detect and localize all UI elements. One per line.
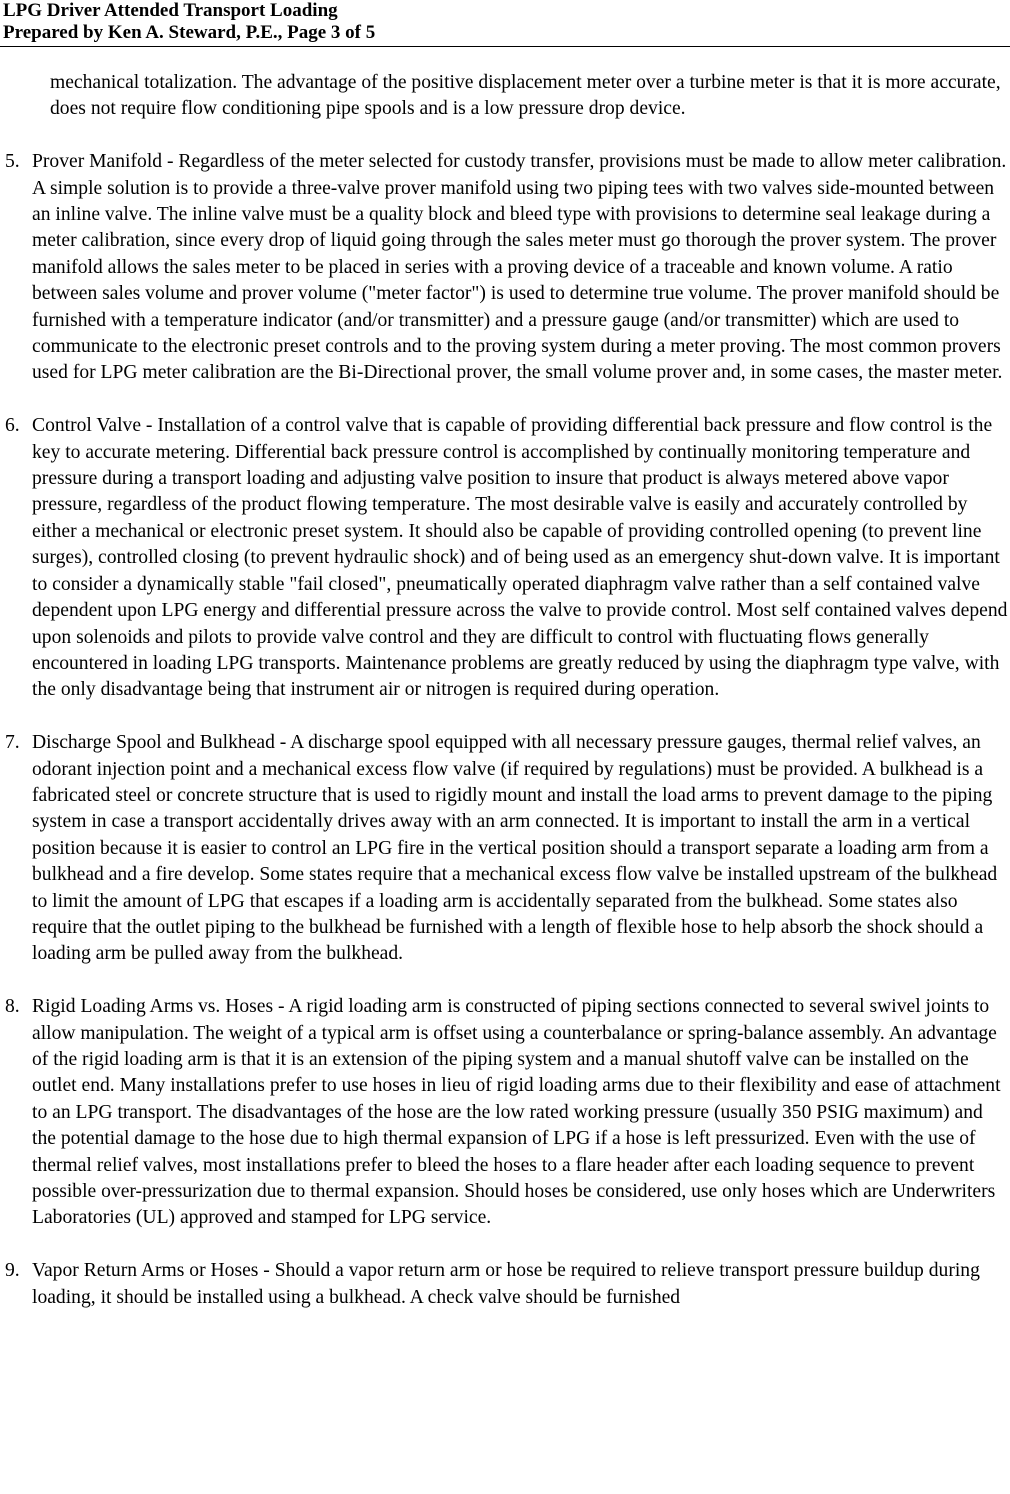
list-item	[0, 1258, 1008, 1311]
item-number: 9.	[5, 1260, 20, 1282]
header-title: LPG Driver Attended Transport Loading	[3, 0, 338, 21]
item-text: Rigid Loading Arms vs. Hoses - A rigid loading arm is constructed of piping sections connected to several swivel joints to allow manipulation. The weight of a typical arm is offset using a counterbalance or spring-balance assembly. An advantage of the rigid loading arm is that it is an extension of the piping system and a manual shutoff valve can be installed on the outlet end. Many installations prefer to use hoses in lieu of rigid loading arms due to their flexibility and ease of attachment to an LPG transport. The disadvantages of the hose are the low rated working pressure (usually 350 PSIG maximum) and the potential damage to the hose due to high thermal expansion of LPG if a hose is left pressurized. Even with the use of thermal relief valves, most installations prefer to bleed the hoses to a flare header after each loading sequence to prevent possible over-pressurization due to thermal expansion. Should hoses be considered, use only hoses which are Underwriters Laboratories (UL) approved and stamped for LPG service.	[32, 996, 1001, 1229]
item-text: Prover Manifold - Regardless of the meter selected for custody transfer, provisions must be made to allow meter calibration. A simple solution is to provide a three-valve prover manifold using two piping tees with two valves side-mounted between an inline valve. The inline valve must be a quality block and bleed type with provisions to determine seal leakage during a meter calibration, since every drop of liquid going through the sales meter must go thorough the prover system. The prover manifold allows the sales meter to be placed in series with a proving device of a traceable and known volume. A ratio between sales volume and prover volume ("meter factor") is used to determine true volume. The prover manifold should be furnished with a temperature indicator (and/or transmitter) and a pressure gauge (and/or transmitter) which are used to communicate to the electronic preset controls and to the proving system during a meter proving. The most common provers used for LPG meter calibration are the Bi-Directional prover, the small volume prover and, in some cases, the master meter.	[32, 151, 1007, 384]
item-text: Control Valve - Installation of a control valve that is capable of providing differential back pressure and flow control is the key to accurate metering. Differential back pressure control is accomplished by continually monitoring temperature and pressure during a transport loading and adjusting valve position to insure that product is always metered above vapor pressure, regardless of the product flowing temperature. The most desirable valve is easily and accurately controlled by either a mechanical or electronic preset system. It should also be capable of providing controlled opening (to prevent line surges), controlled closing (to prevent hydraulic shock) and of being used as an emergency shut-down valve. It is important to consider a dynamically stable "fail closed", pneumatically operated diaphragm valve rather than a self contained valve dependent upon LPG energy and differential pressure across the valve to provide control. Most self contained valves depend upon solenoids and pilots to provide valve control and they are difficult to control with fluctuating flows generally encountered in loading LPG transports. Maintenance problems are greatly reduced by using the diaphragm type valve, with the only disadvantage being that instrument air or nitrogen is required during operation.	[32, 415, 1008, 701]
list-item	[0, 149, 1008, 387]
header-divider	[0, 46, 1010, 47]
item-text: Vapor Return Arms or Hoses - Should a vapor return arm or hose be required to relieve transport pressure buildup during loading, it should be installed using a bulkhead. A check valve should be furnished	[32, 1260, 980, 1308]
page-header	[3, 0, 1007, 44]
item-text: Discharge Spool and Bulkhead - A discharge spool equipped with all necessary pressure gauges, thermal relief valves, an odorant injection point and a mechanical excess flow valve (if required by regulations) must be provided. A bulkhead is a fabricated steel or concrete structure that is used to rigidly mount and install the load arms to prevent damage to the piping system in case a transport accidentally drives away with an arm connected. It is important to install the arm in a vertical position because it is easier to control an LPG fire in the vertical position should a transport separate a loading arm from a bulkhead and a fire develop. Some states require that a mechanical excess flow valve be installed upstream of the bulkhead to limit the amount of LPG that escapes if a loading arm is accidentally separated from the bulkhead. Some states also require that the outlet piping to the bulkhead be furnished with a length of flexible hose to help absorb the shock should a loading arm be pulled away from the bulkhead.	[32, 732, 998, 965]
item-number: 5.	[5, 151, 20, 173]
list-item	[0, 730, 1008, 968]
list-item	[0, 413, 1008, 703]
document-body	[0, 70, 1010, 1311]
item-number: 8.	[5, 996, 20, 1018]
continuation-paragraph: mechanical totalization. The advantage of the positive displacement meter over a turbine meter is that it is more accurate, does not require flow conditioning pipe spools and is a low pressure drop device.	[50, 72, 1001, 120]
item-number: 7.	[5, 732, 20, 754]
item-number: 6.	[5, 415, 20, 437]
header-subtitle: Prepared by Ken A. Steward, P.E., Page 3 of 5	[3, 22, 376, 43]
list-item	[0, 994, 1008, 1232]
